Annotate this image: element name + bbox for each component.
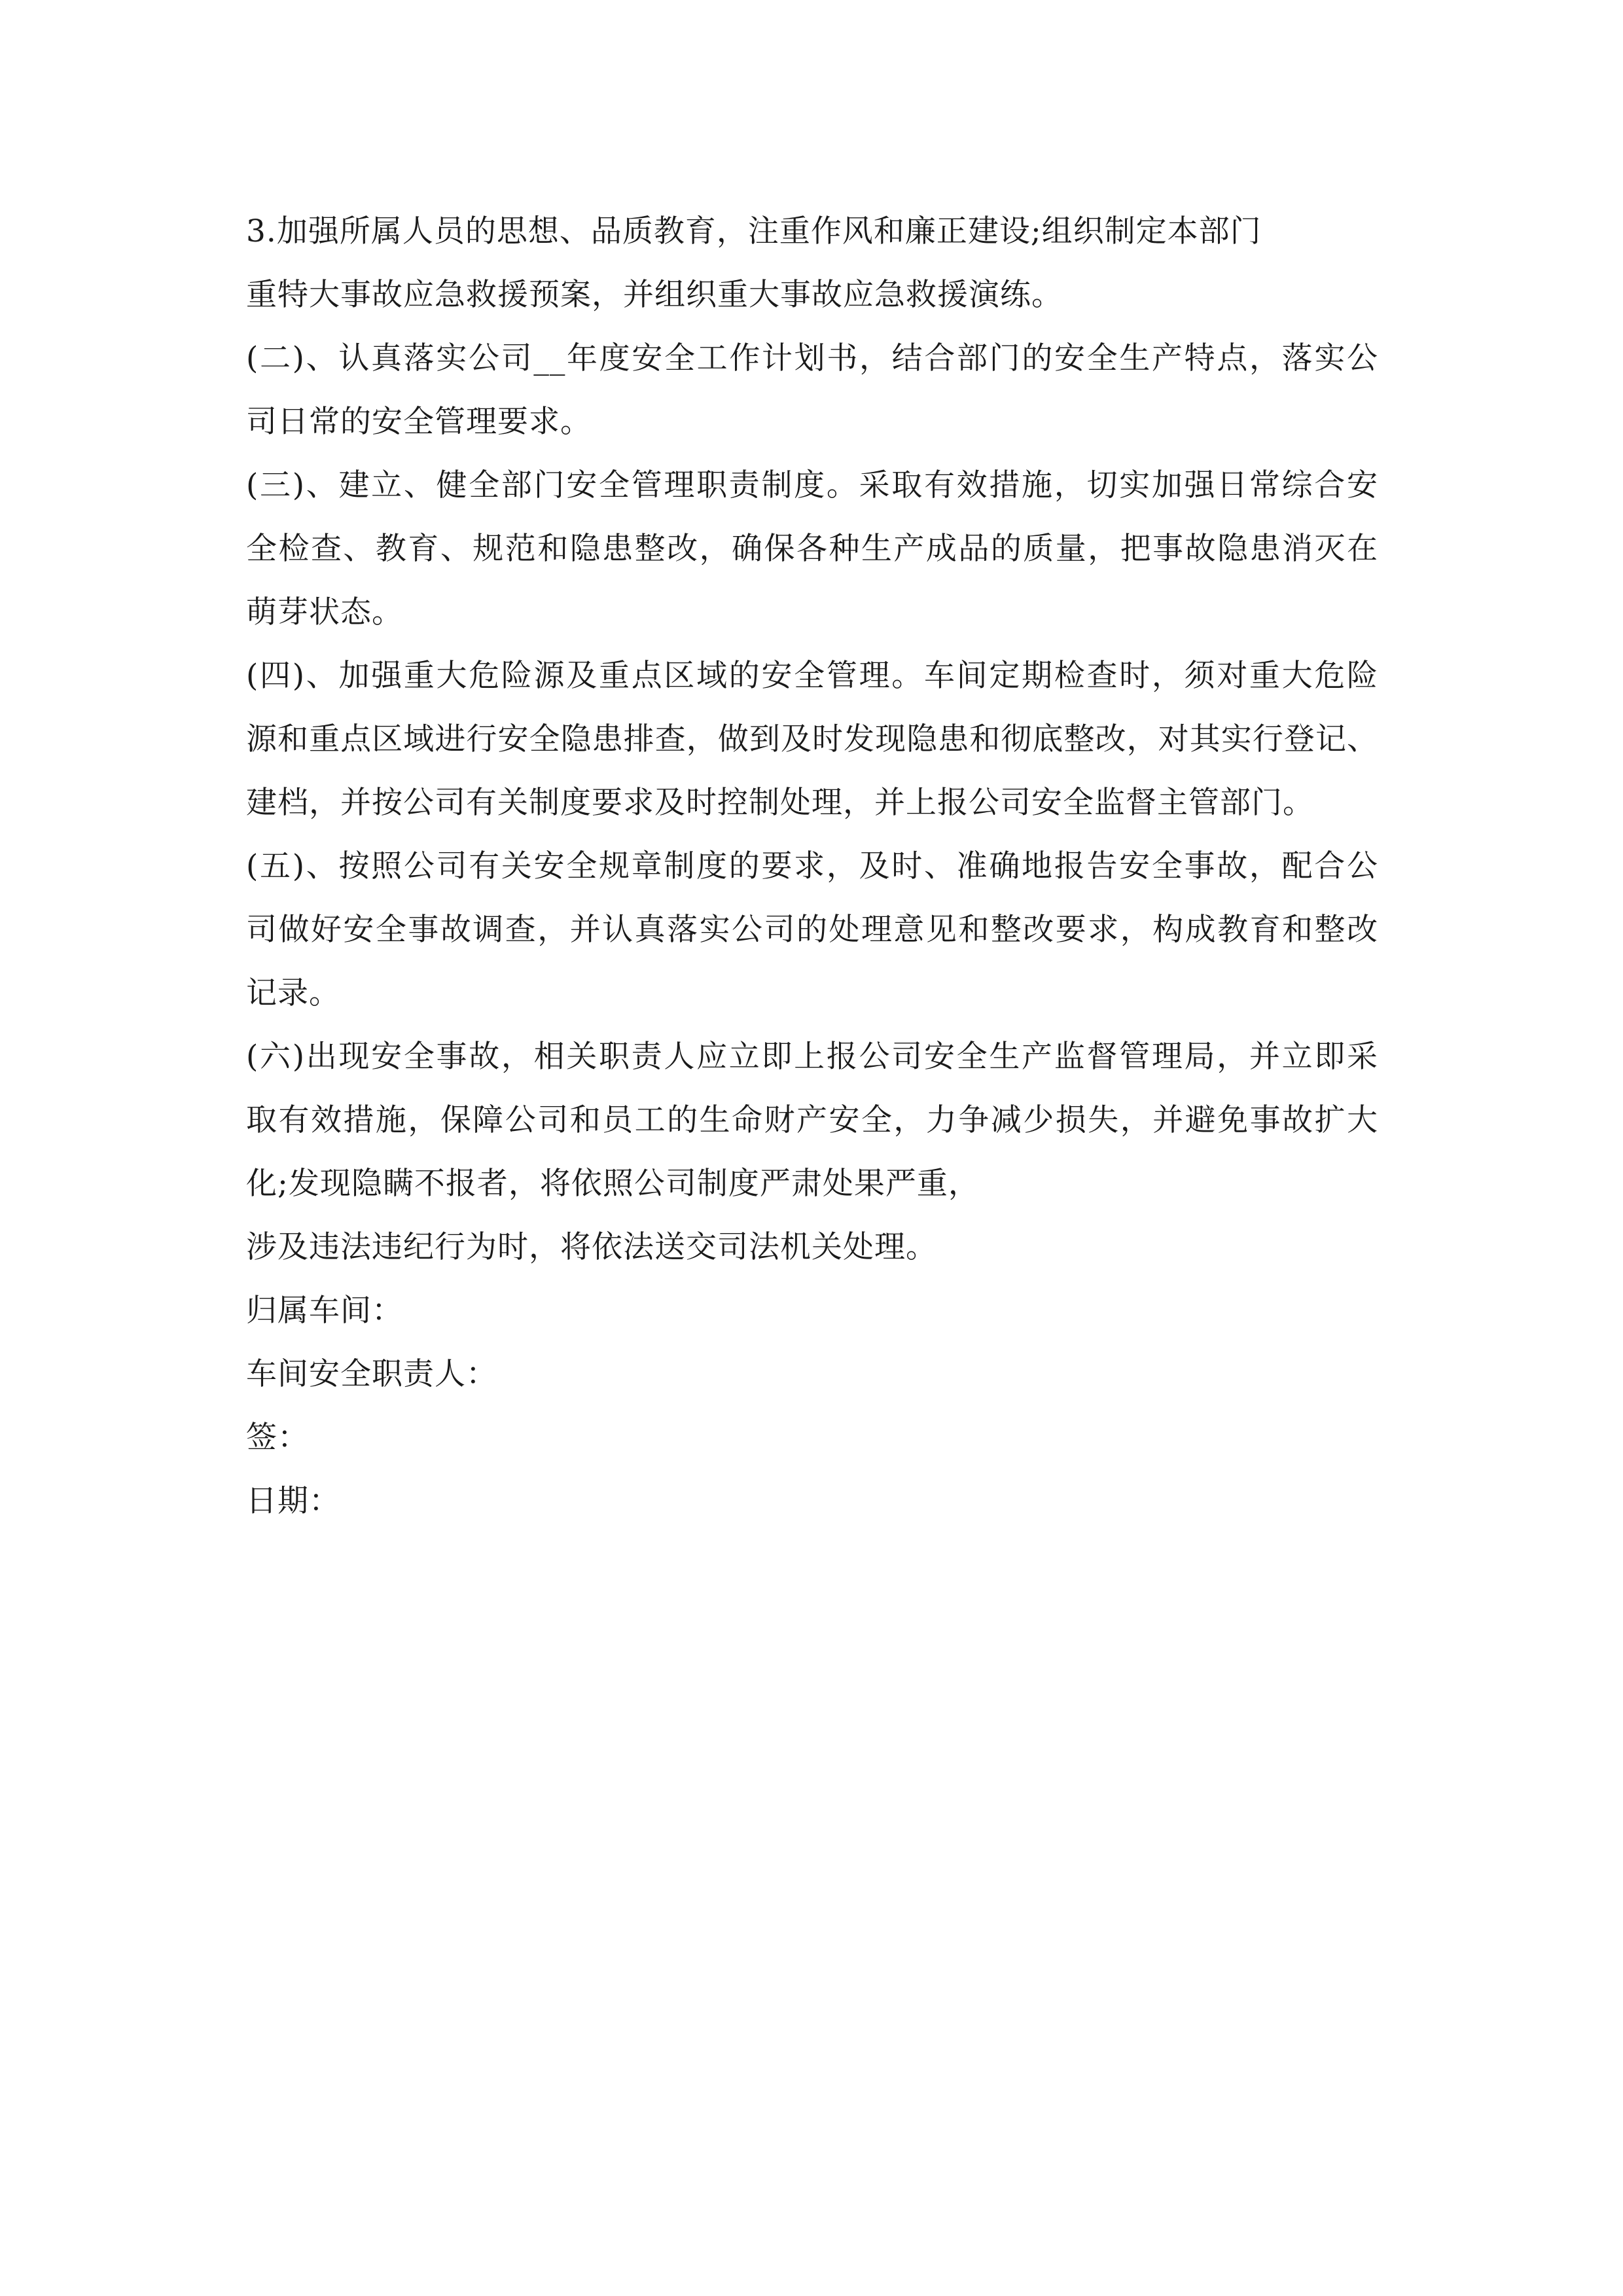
text-line: (二)、认真落实公司__年度安全工作计划书，结合部门的安全生产特点，落实公 bbox=[246, 340, 1378, 376]
text-line: 3.加强所属人员的思想、品质教育，注重作风和廉正建设;组织制定本部门 bbox=[246, 213, 1262, 249]
signature-label: 签： bbox=[246, 1420, 309, 1456]
text-line: 取有效措施，保障公司和员工的生命财产安全，力争减少损失，并避免事故扩大 bbox=[246, 1102, 1378, 1138]
text-line: (五)、按照公司有关安全规章制度的要求，及时、准确地报告安全事故，配合公 bbox=[246, 848, 1378, 884]
text-line: 萌芽状态。 bbox=[246, 594, 403, 630]
text-line: 化;发现隐瞒不报者，将依照公司制度严肃处果严重， bbox=[246, 1166, 980, 1202]
workshop-label: 归属车间： bbox=[246, 1293, 403, 1329]
text-line: 建档，并按公司有关制度要求及时控制处理，并上报公司安全监督主管部门。 bbox=[246, 785, 1314, 821]
text-line: 涉及违法违纪行为时，将依法送交司法机关处理。 bbox=[246, 1229, 937, 1265]
text-line: 源和重点区域进行安全隐患排查，做到及时发现隐患和彻底整改，对其实行登记、 bbox=[246, 721, 1378, 757]
text-line: 记录。 bbox=[246, 975, 340, 1011]
document-body bbox=[246, 200, 1378, 1533]
date-label: 日期： bbox=[246, 1483, 340, 1519]
text-line: (六)出现安全事故，相关职责人应立即上报公司安全生产监督管理局，并立即采 bbox=[246, 1039, 1378, 1075]
text-line: 全检查、教育、规范和隐患整改，确保各种生产成品的质量，把事故隐患消灭在 bbox=[246, 531, 1378, 567]
text-line: 重特大事故应急救援预案，并组织重大事故应急救援演练。 bbox=[246, 277, 1063, 313]
text-line: (三)、建立、健全部门安全管理职责制度。采取有效措施，切实加强日常综合安 bbox=[246, 467, 1378, 503]
text-line: (四)、加强重大危险源及重点区域的安全管理。车间定期检查时，须对重大危险 bbox=[246, 658, 1378, 694]
text-line: 司日常的安全管理要求。 bbox=[246, 404, 592, 440]
workshop-safety-officer-label: 车间安全职责人： bbox=[246, 1356, 497, 1392]
text-line: 司做好安全事故调查，并认真落实公司的处理意见和整改要求，构成教育和整改 bbox=[246, 912, 1378, 948]
